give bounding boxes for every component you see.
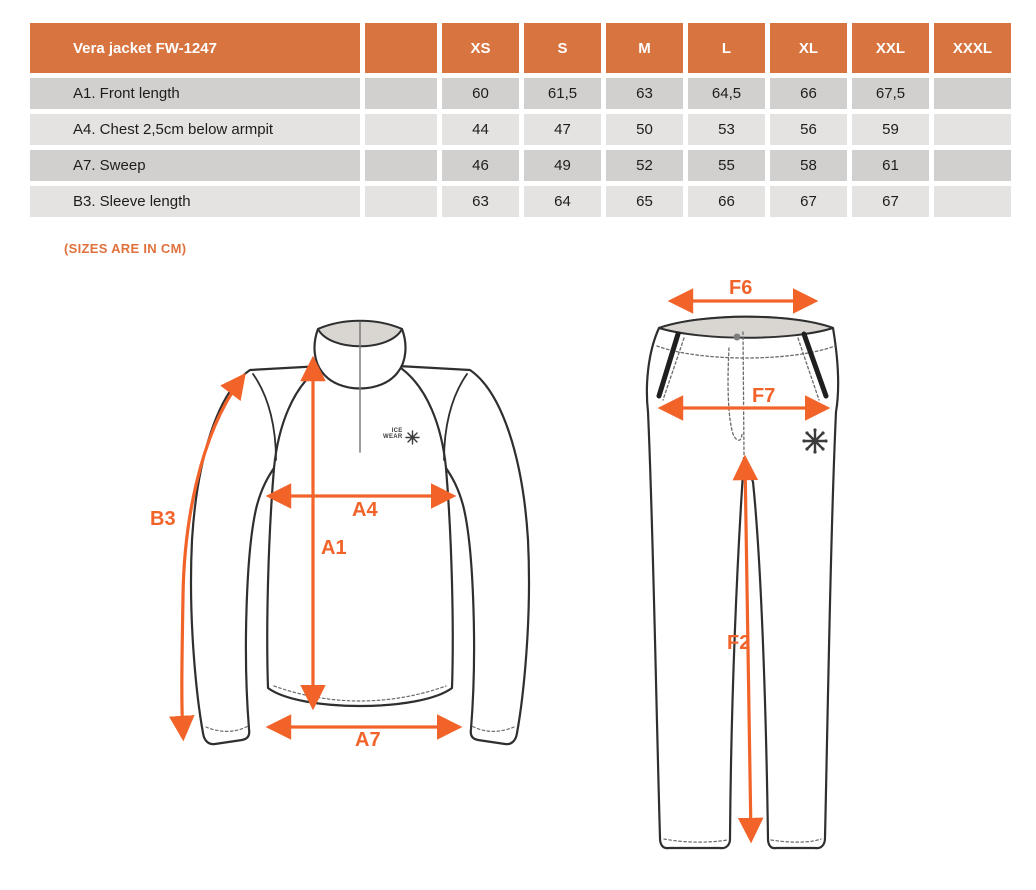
size-value: 55 xyxy=(688,150,765,181)
label-a1: A1 xyxy=(321,537,347,559)
pants-drawing xyxy=(647,317,838,848)
size-value: 61,5 xyxy=(524,78,601,109)
size-value: 67 xyxy=(852,186,929,217)
size-value: 49 xyxy=(524,150,601,181)
size-value: 60 xyxy=(442,78,519,109)
size-value: 61 xyxy=(852,150,929,181)
size-value: 66 xyxy=(688,186,765,217)
size-value: 53 xyxy=(688,114,765,145)
size-value: 66 xyxy=(770,78,847,109)
label-f2: F2 xyxy=(727,632,751,654)
snowflake-icon xyxy=(406,431,419,444)
snowflake-icon xyxy=(802,428,827,453)
size-header-s: S xyxy=(524,23,601,73)
size-value: 65 xyxy=(606,186,683,217)
size-header-l: L xyxy=(688,23,765,73)
size-value: 64 xyxy=(524,186,601,217)
label-a7: A7 xyxy=(355,729,381,751)
size-value: 63 xyxy=(606,78,683,109)
size-header-m: M xyxy=(606,23,683,73)
measure-label: A7. Sweep xyxy=(30,150,360,181)
size-value: 67 xyxy=(770,186,847,217)
size-value: 56 xyxy=(770,114,847,145)
size-value: 64,5 xyxy=(688,78,765,109)
brand-logo-line1: ICE xyxy=(391,428,403,434)
size-value: 46 xyxy=(442,150,519,181)
measure-label: A1. Front length xyxy=(30,78,360,109)
brand-logo xyxy=(383,428,403,440)
product-title: Vera jacket FW-1247 xyxy=(30,23,360,73)
label-f6: F6 xyxy=(729,277,753,299)
size-value: 50 xyxy=(606,114,683,145)
sizes-unit-note: (SIZES ARE IN CM) xyxy=(64,241,187,256)
pants-button xyxy=(734,334,741,341)
size-value: 52 xyxy=(606,150,683,181)
measure-label: B3. Sleeve length xyxy=(30,186,360,217)
size-header-xl: XL xyxy=(770,23,847,73)
label-a4: A4 xyxy=(352,499,378,521)
size-value: 63 xyxy=(442,186,519,217)
measure-label: A4. Chest 2,5cm below armpit xyxy=(30,114,360,145)
size-value: 67,5 xyxy=(852,78,929,109)
label-f7: F7 xyxy=(752,385,776,407)
pants-waistband xyxy=(659,317,833,338)
size-header-xxxl: XXXL xyxy=(934,23,1011,73)
size-value: 59 xyxy=(852,114,929,145)
size-header-xs: XS xyxy=(442,23,519,73)
size-value: 47 xyxy=(524,114,601,145)
pants-body xyxy=(647,317,838,848)
brand-logo-line2: WEAR xyxy=(383,434,403,440)
label-b3: B3 xyxy=(150,508,176,530)
size-value: 58 xyxy=(770,150,847,181)
jacket-drawing xyxy=(191,321,529,744)
size-header-xxl: XXL xyxy=(852,23,929,73)
size-value: 44 xyxy=(442,114,519,145)
